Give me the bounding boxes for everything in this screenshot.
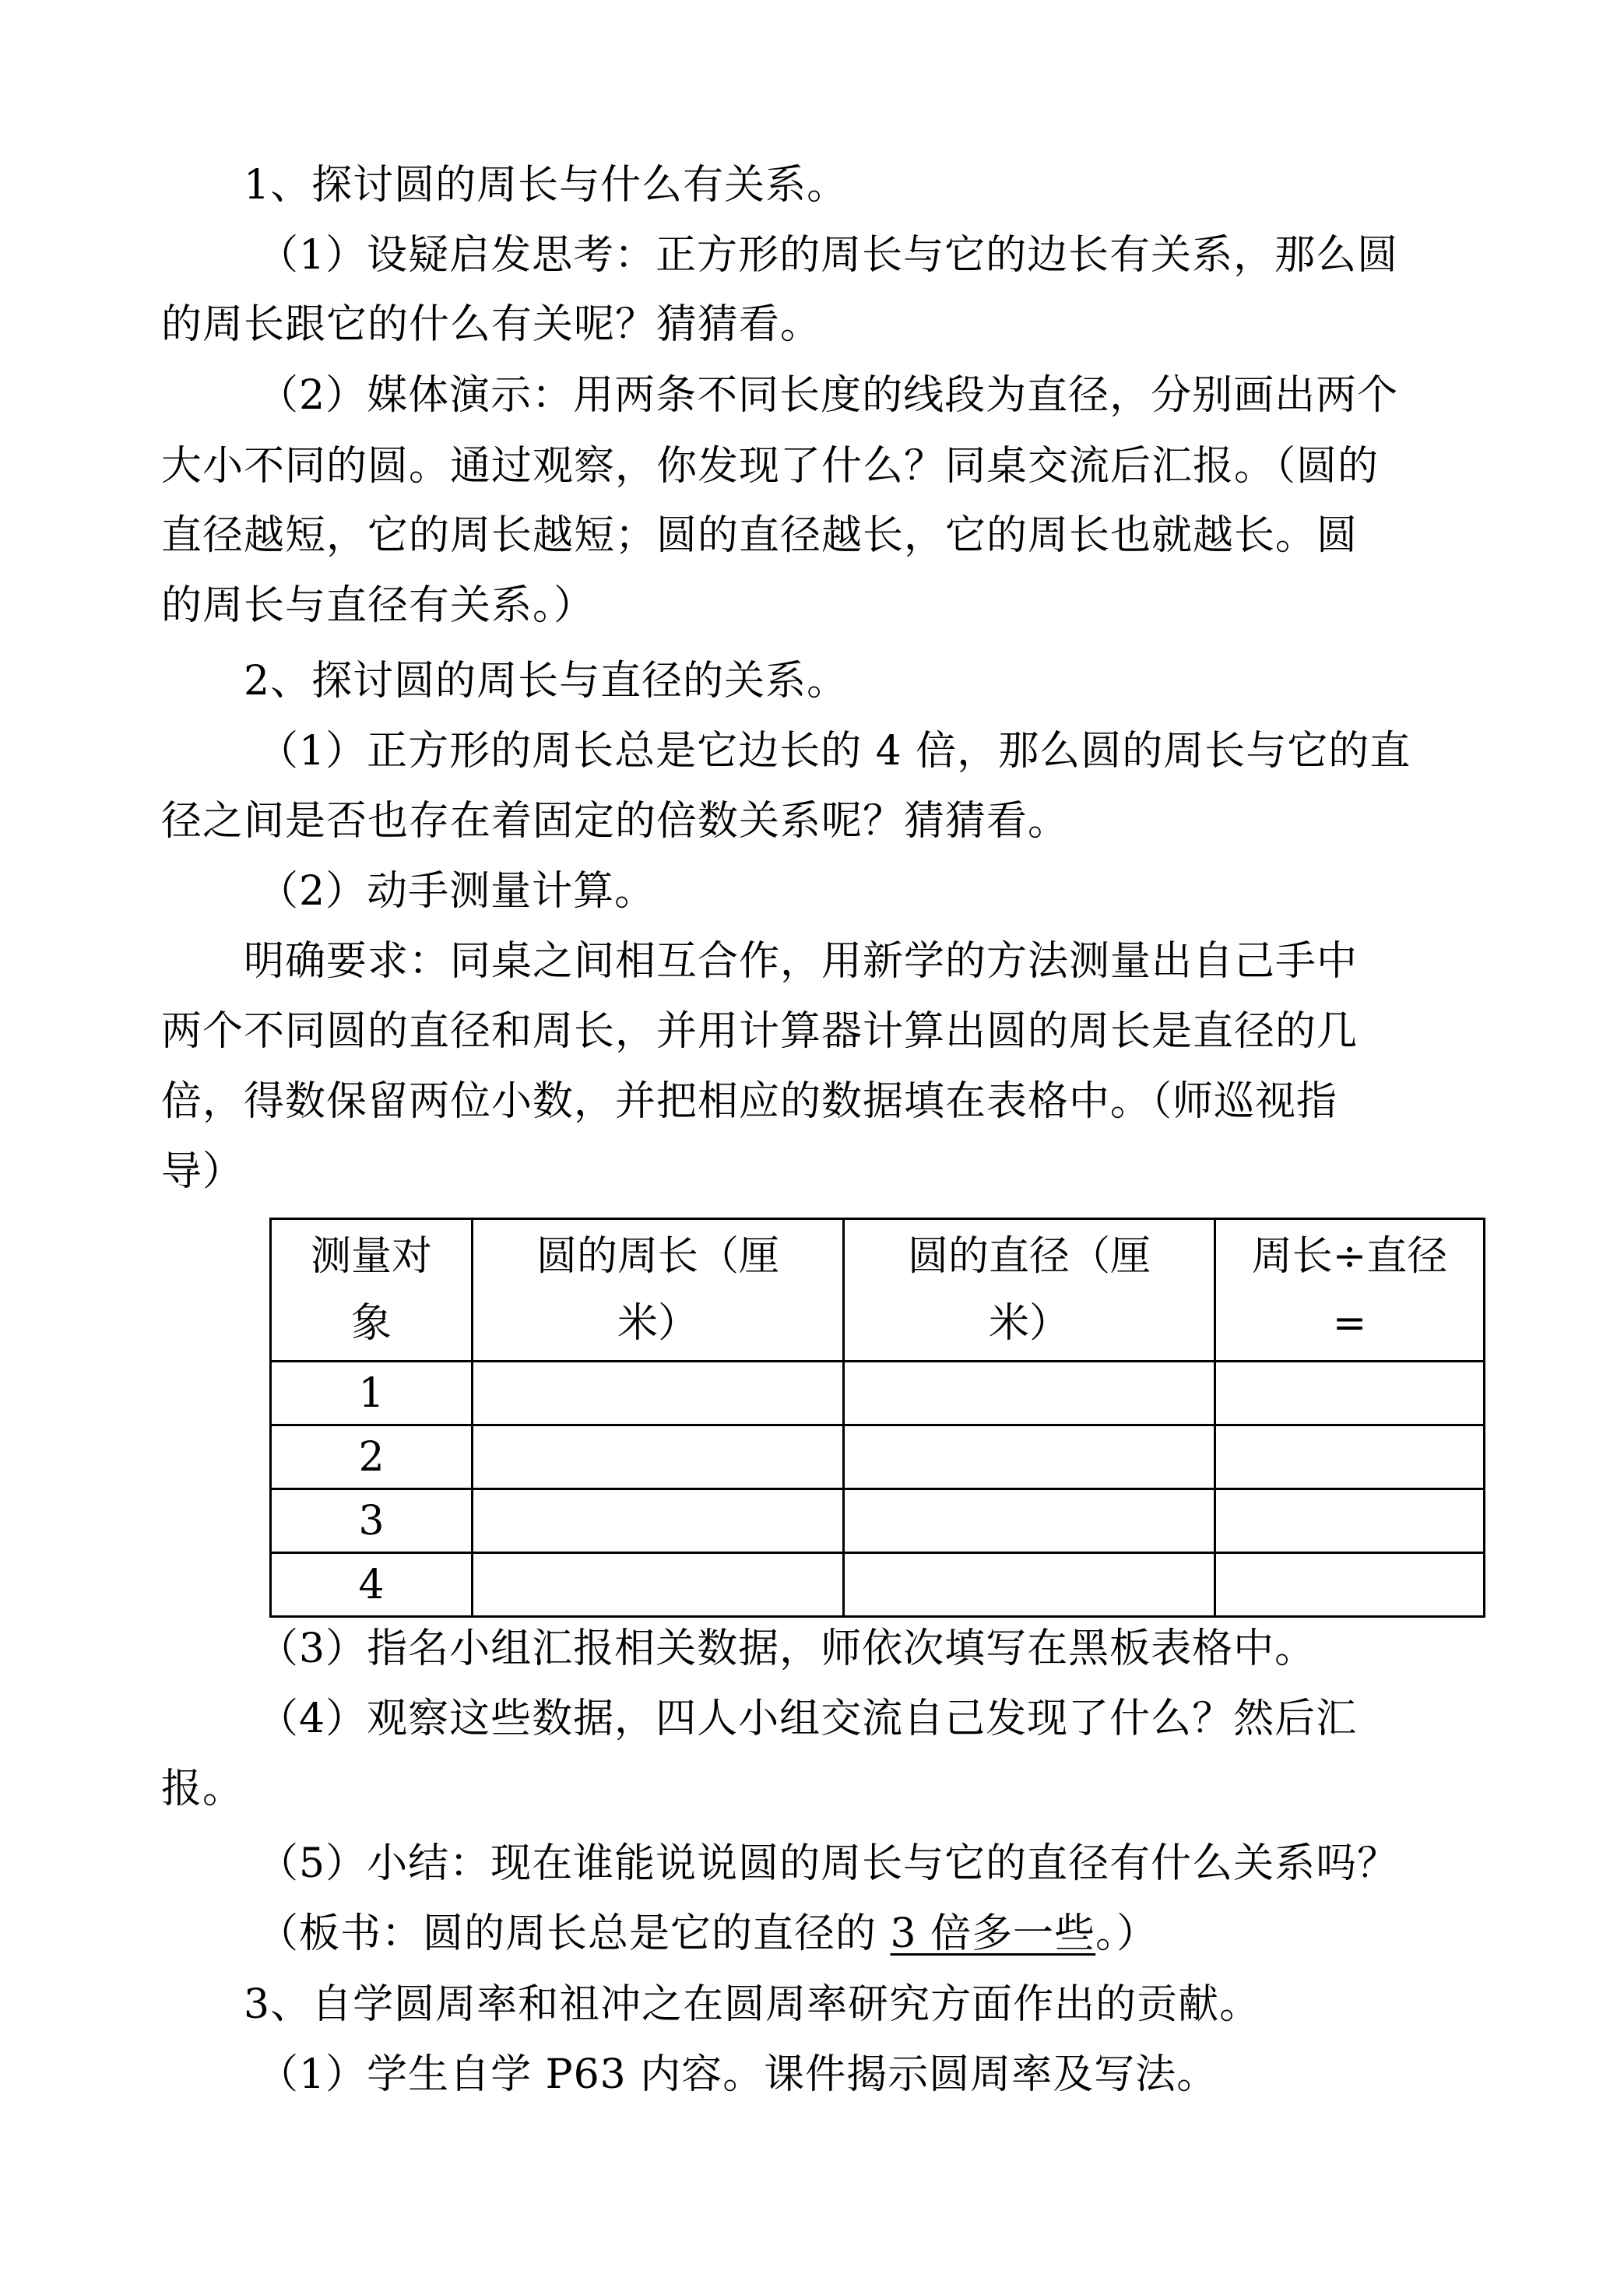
paragraph-line: 导） — [161, 1148, 244, 1195]
paragraph-line: 的周长跟它的什么有关呢？猜猜看。 — [161, 301, 822, 348]
table-cell[interactable] — [1215, 1425, 1485, 1489]
measurement-table — [269, 1218, 1485, 1618]
table-row — [271, 1425, 1485, 1489]
paragraph-line: （1）设疑启发思考：正方形的周长与它的边长有关系，那么圆 — [258, 232, 1399, 279]
paragraph-line: 报。 — [161, 1766, 244, 1812]
paragraph-line: 两个不同圆的直径和周长，并用计算器计算出圆的周长是直径的几 — [161, 1008, 1359, 1055]
header-diameter: 圆的直径（厘 米） — [844, 1219, 1215, 1362]
paragraph-line: （1）学生自学 P63 内容。课件揭示圆周率及写法。 — [258, 2051, 1218, 2098]
table-cell: 3 — [271, 1489, 473, 1553]
paragraph-line: 的周长与直径有关系。） — [161, 582, 596, 629]
paragraph-line: （3）指名小组汇报相关数据，师依次填写在黑板表格中。 — [258, 1625, 1316, 1672]
table-cell[interactable] — [1215, 1553, 1485, 1617]
paragraph-line: （1）正方形的周长总是它边长的 4 倍，那么圆的周长与它的直 — [258, 728, 1411, 775]
paragraph-line: 大小不同的圆。通过观察，你发现了什么？同桌交流后汇报。（圆的 — [161, 443, 1380, 490]
table-cell[interactable] — [473, 1425, 844, 1489]
heading-3: 3、自学圆周率和祖冲之在圆周率研究方面作出的贡献。 — [244, 1981, 1261, 2028]
header-ratio: 周长÷直径 = — [1215, 1219, 1485, 1362]
paragraph-line: 径之间是否也存在着固定的倍数关系呢？猜猜看。 — [161, 798, 1070, 845]
table-cell[interactable] — [473, 1489, 844, 1553]
table-cell[interactable] — [473, 1553, 844, 1617]
underlined-answer: 3 倍多一些 — [890, 1910, 1096, 1957]
paragraph-line: （2）动手测量计算。 — [258, 868, 656, 915]
table-cell[interactable] — [844, 1425, 1215, 1489]
blackboard-note: （板书：圆的周长总是它的直径的 3 倍多一些。） — [258, 1910, 1158, 1957]
table-cell[interactable] — [1215, 1362, 1485, 1425]
table-cell[interactable] — [473, 1362, 844, 1425]
table-row — [271, 1489, 1485, 1553]
table-cell[interactable] — [844, 1489, 1215, 1553]
table-cell[interactable] — [844, 1553, 1215, 1617]
table-cell: 4 — [271, 1553, 473, 1617]
table-header-row — [271, 1219, 1485, 1362]
paragraph-line: 明确要求：同桌之间相互合作，用新学的方法测量出自己手中 — [244, 938, 1359, 985]
table-cell: 1 — [271, 1362, 473, 1425]
paragraph-line: （5）小结：现在谁能说说圆的周长与它的直径有什么关系吗？ — [258, 1840, 1399, 1887]
paragraph-line: （4）观察这些数据，四人小组交流自己发现了什么？然后汇 — [258, 1696, 1358, 1742]
heading-2: 2、探讨圆的周长与直径的关系。 — [244, 658, 849, 705]
table-cell[interactable] — [844, 1362, 1215, 1425]
header-object: 测量对 象 — [271, 1219, 473, 1362]
paragraph-line: 倍，得数保留两位小数，并把相应的数据填在表格中。（师巡视指 — [161, 1078, 1338, 1125]
header-circumference: 圆的周长（厘 米） — [473, 1219, 844, 1362]
paragraph-line: 直径越短，它的周长越短；圆的直径越长，它的周长也就越长。圆 — [161, 512, 1359, 559]
table-cell: 2 — [271, 1425, 473, 1489]
heading-1: 1、探讨圆的周长与什么有关系。 — [244, 162, 849, 209]
paragraph-line: （2）媒体演示：用两条不同长度的线段为直径，分别画出两个 — [258, 372, 1399, 419]
table-cell[interactable] — [1215, 1489, 1485, 1553]
table-row — [271, 1362, 1485, 1425]
table-row — [271, 1553, 1485, 1617]
